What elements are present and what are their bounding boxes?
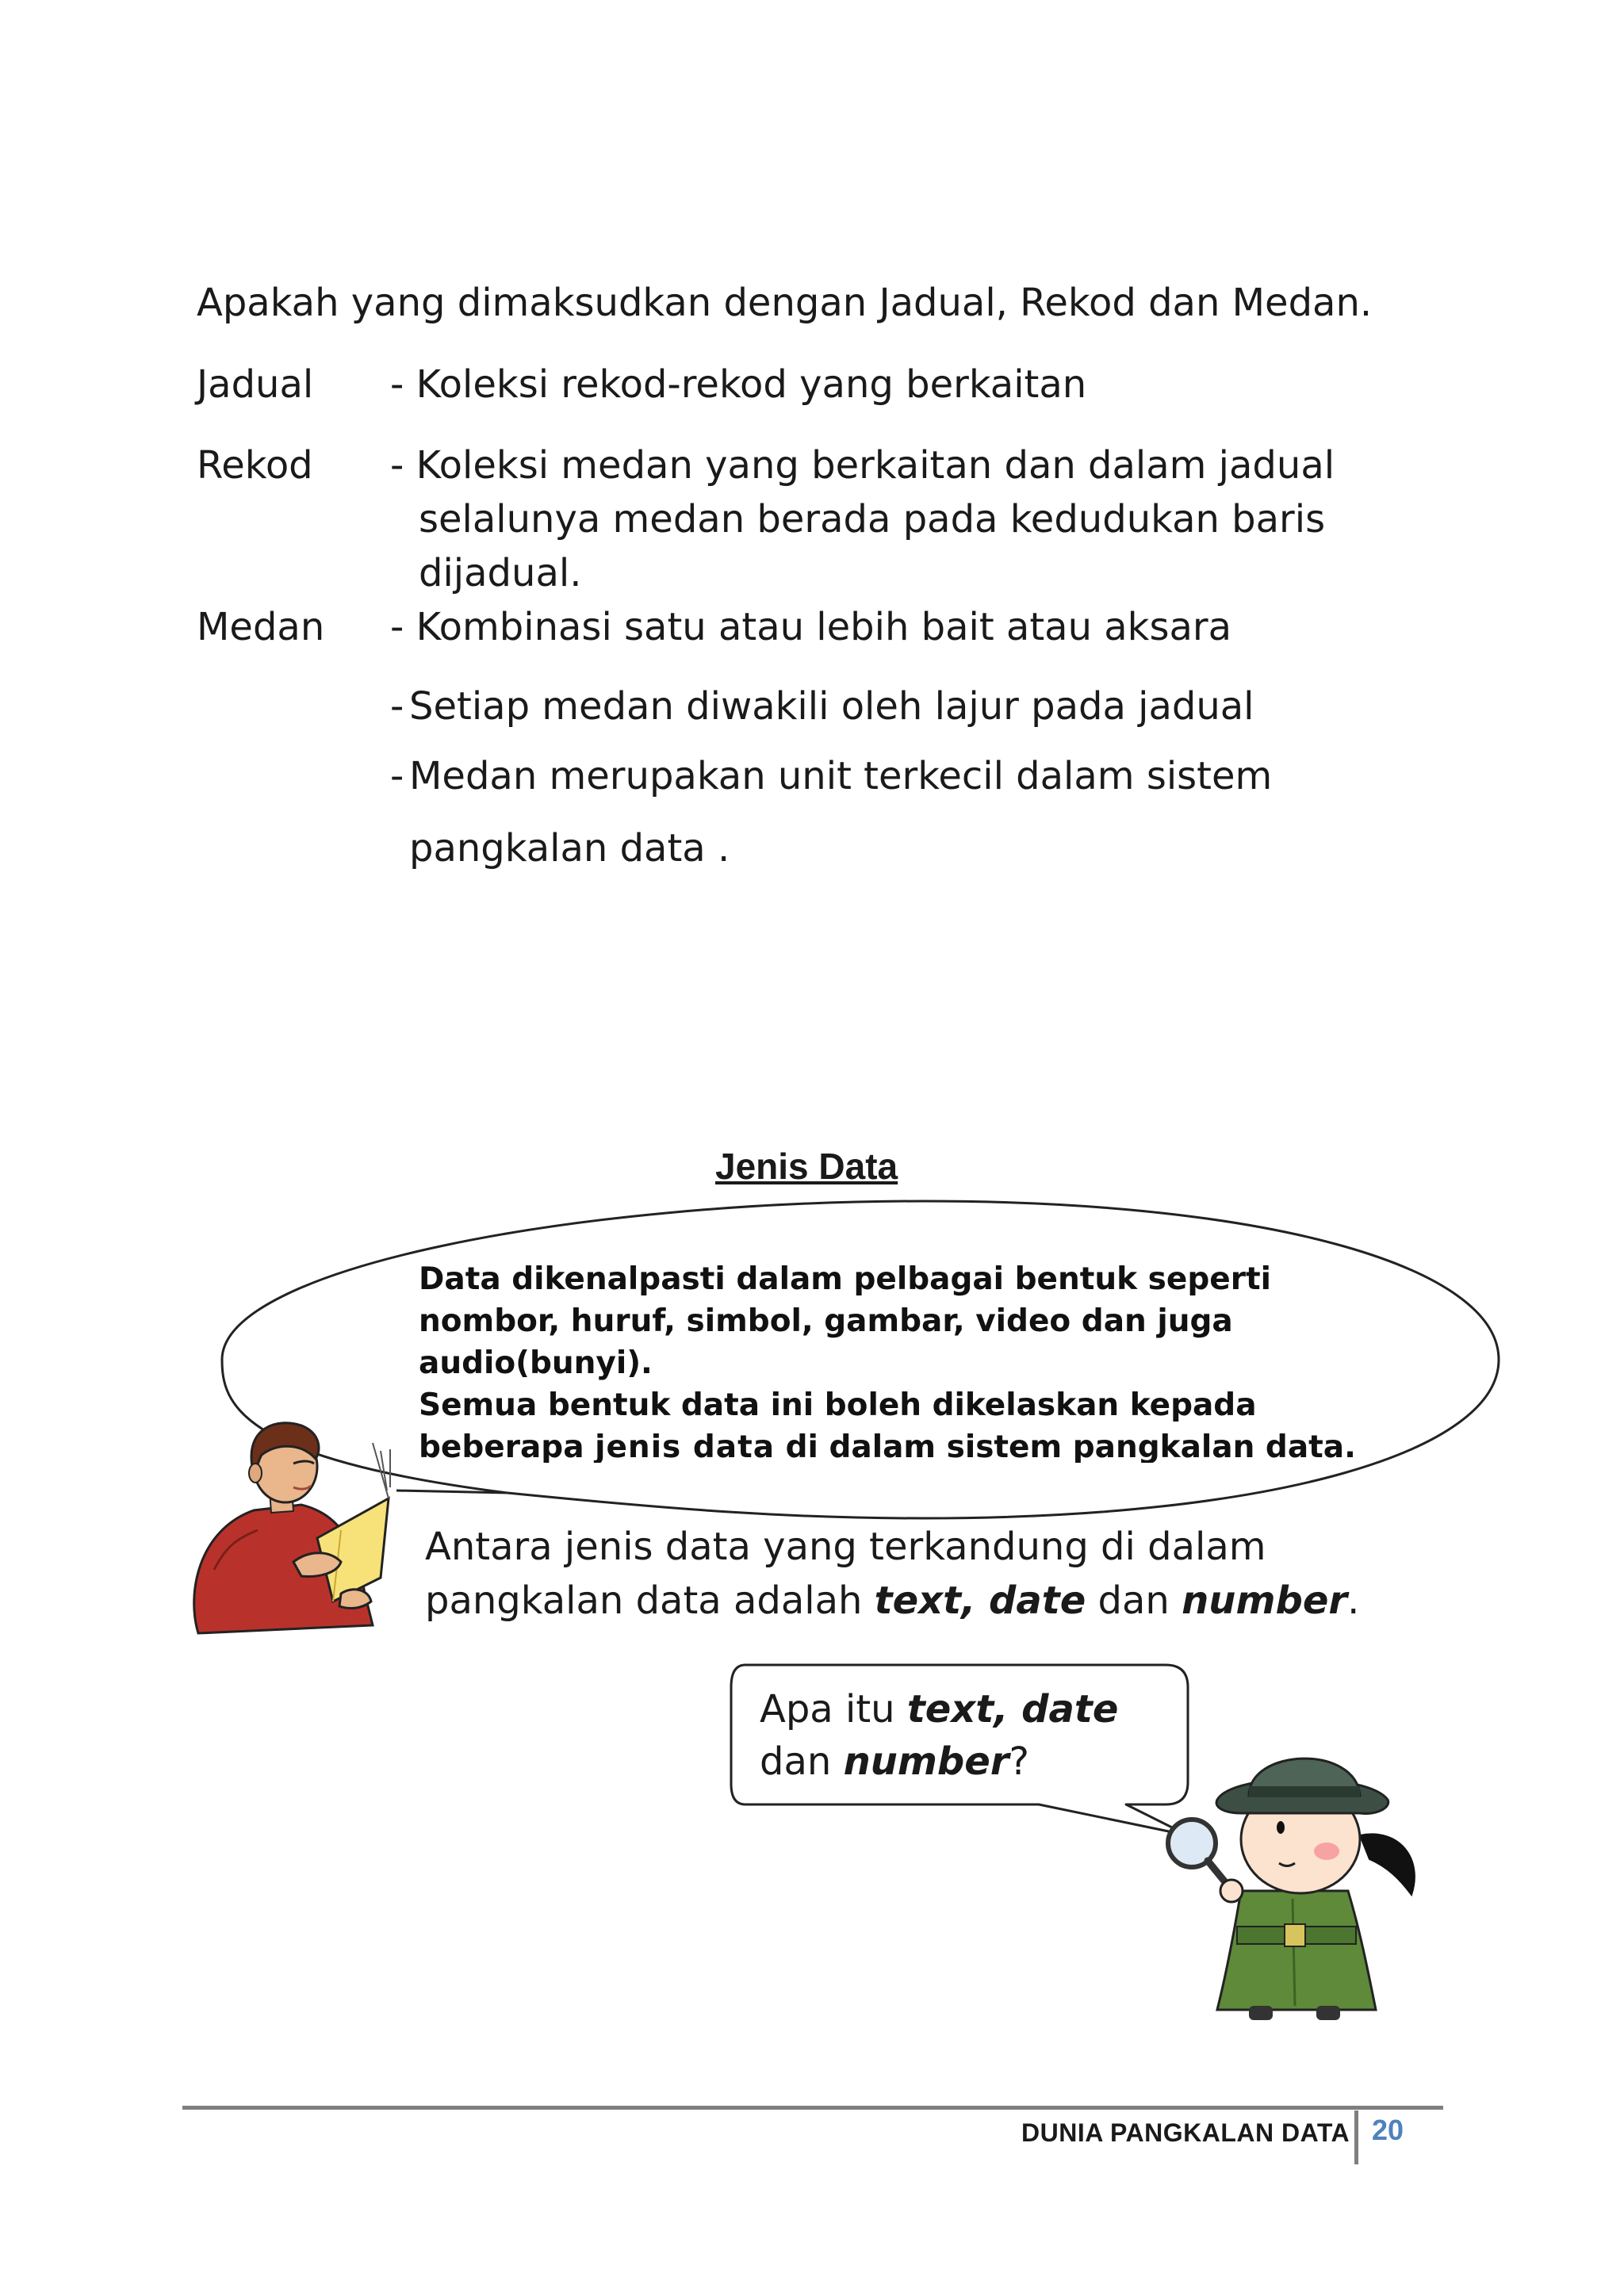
bubble-line-4: Semua bentuk data ini boleh dikelaskan kepada [419, 1387, 1257, 1423]
footer-title: DUNIA PANGKALAN DATA [1021, 2118, 1350, 2147]
section-heading: Jenis Data [715, 1146, 898, 1187]
types-end: . [1347, 1578, 1360, 1623]
term-medan: Medan [197, 605, 325, 649]
page-number: 20 [1372, 2114, 1404, 2146]
def-rekod-line2: selalunya medan berada pada kedudukan baris [419, 497, 1326, 541]
def-jadual: - Koleksi rekod-rekod yang berkaitan [390, 362, 1087, 407]
bubble-line-1: Data dikenalpasti dalam pelbagai bentuk seperti [419, 1261, 1271, 1297]
def-medan-line3: Medan merupakan unit terkecil dalam sistem [409, 754, 1273, 798]
type-text: text, [874, 1578, 990, 1623]
def-medan-line4: pangkalan data . [409, 826, 730, 871]
footer-divider [1354, 2110, 1358, 2164]
bubble-line-2: nombor, huruf, simbol, gambar, video dan juga [419, 1303, 1233, 1339]
def-rekod-line3: dijadual. [419, 551, 582, 595]
bullet-dash: - [390, 754, 404, 798]
type-number: number [1182, 1578, 1348, 1623]
term-jadual: Jadual [197, 362, 314, 407]
question-line-1 [760, 1682, 1118, 1736]
bubble-line-5-pre: beberapa [419, 1429, 596, 1463]
question-line-1-pre: Apa itu [760, 1687, 907, 1732]
question-emphasis-2: number [843, 1739, 1009, 1784]
def-medan-line1: - Kombinasi satu atau lebih bait atau aksara [390, 605, 1232, 649]
bubble-emphasis-jenis-data: jenis data [595, 1429, 776, 1463]
bubble-line-3: audio(bunyi). [419, 1345, 653, 1381]
types-line-2-pre: pangkalan data adalah [425, 1578, 875, 1623]
footer-rule [182, 2106, 1443, 2110]
bullet-dash: - [390, 684, 404, 729]
detective-girl-magnifier-icon [1162, 1740, 1427, 2026]
question-line-2 [760, 1735, 1029, 1789]
bubble-line-5-post: di dalam sistem pangkalan data. [775, 1429, 1356, 1463]
question-line-2-pre: dan [760, 1739, 844, 1784]
term-rekod: Rekod [197, 443, 313, 488]
question-emphasis-1: text, date [906, 1687, 1119, 1732]
type-date: date [989, 1578, 1086, 1623]
intro-question: Apakah yang dimaksudkan dengan Jadual, Rekod dan Medan. [197, 281, 1373, 325]
types-line-1: Antara jenis data yang terkandung di dalam [425, 1525, 1266, 1569]
types-conj: dan [1086, 1578, 1182, 1623]
def-medan-line2: Setiap medan diwakili oleh lajur pada jadual [409, 684, 1254, 729]
def-rekod-line1: - Koleksi medan yang berkaitan dan dalam jadual [390, 443, 1335, 488]
question-mark: ? [1009, 1739, 1029, 1784]
